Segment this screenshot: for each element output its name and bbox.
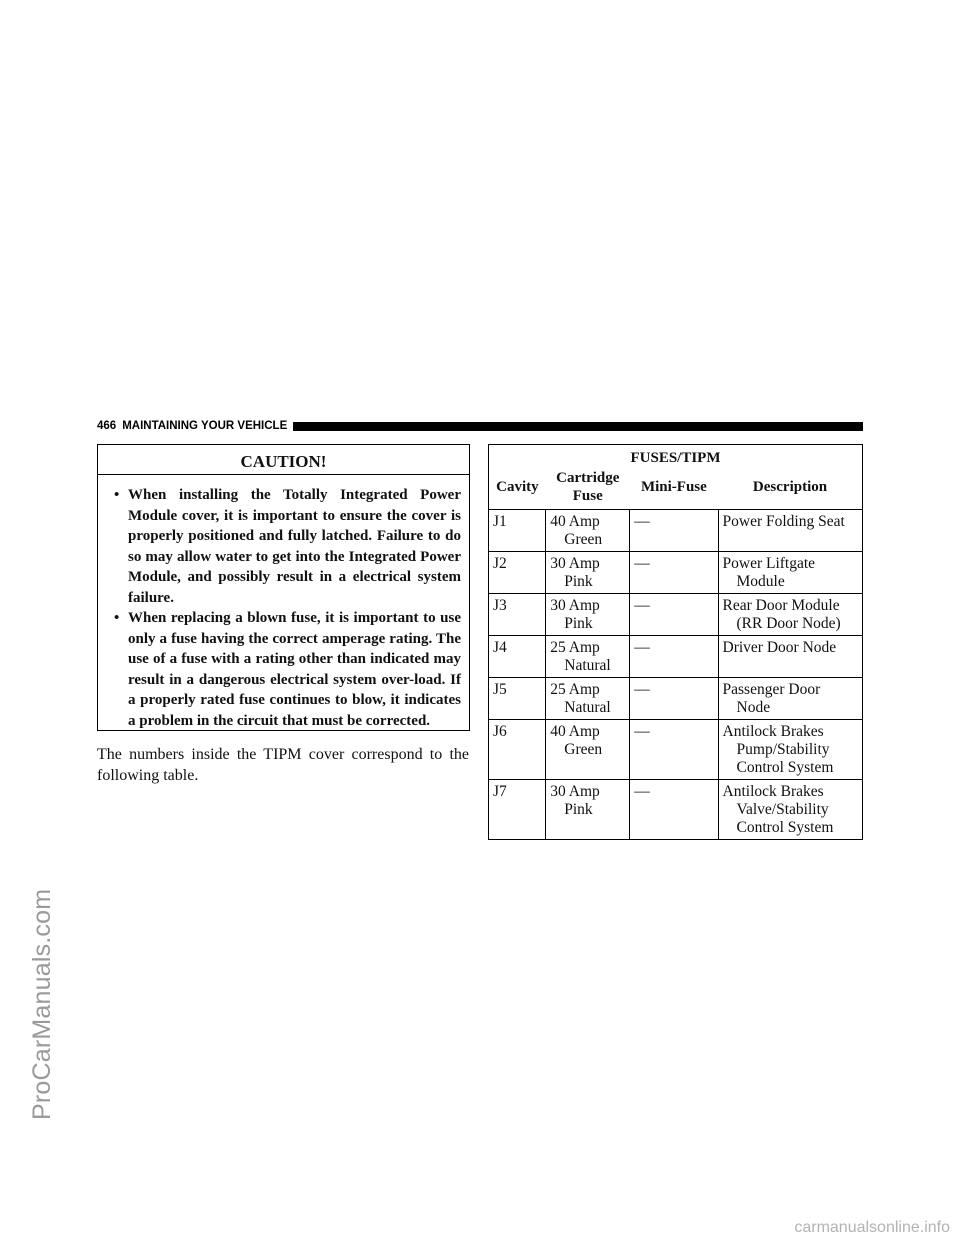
description-line2: Valve/Stability — [736, 801, 829, 818]
cartridge-color: Natural — [564, 657, 611, 674]
description-line1: Driver Door Node — [722, 639, 837, 656]
section-title: MAINTAINING YOUR VEHICLE — [122, 420, 288, 432]
mini-fuse-cell: — — [630, 780, 718, 840]
description-line1: Antilock Brakes — [722, 783, 824, 800]
cartridge-color: Natural — [564, 699, 611, 716]
body-paragraph: The numbers inside the TIPM cover correspond to the following table. — [97, 746, 469, 784]
description-cell — [718, 552, 862, 594]
mini-fuse-cell: — — [630, 552, 718, 594]
cartridge-cell — [546, 552, 630, 594]
description-line3: Control System — [736, 759, 834, 776]
description-cell — [718, 678, 862, 720]
table-row — [489, 552, 863, 594]
description-line1: Rear Door Module — [722, 597, 840, 614]
cartridge-amp: 25 Amp — [550, 681, 600, 698]
cavity-cell: J4 — [489, 636, 546, 678]
caution-title: CAUTION! — [98, 445, 469, 475]
cartridge-amp: 40 Amp — [550, 723, 600, 740]
fuse-table — [488, 444, 863, 840]
mini-fuse-cell: — — [630, 636, 718, 678]
cavity-cell: J7 — [489, 780, 546, 840]
cartridge-cell — [546, 720, 630, 780]
description-line2: Module — [736, 573, 785, 590]
header-cartridge-line2: Fuse — [572, 488, 603, 504]
header-cartridge-line1: Cartridge — [556, 470, 620, 486]
bullet-icon: • — [114, 610, 120, 626]
cartridge-cell — [546, 780, 630, 840]
description-line1: Power Liftgate — [722, 555, 816, 572]
mini-fuse-cell: — — [630, 678, 718, 720]
caution-item — [108, 485, 461, 608]
cavity-cell: J6 — [489, 720, 546, 780]
cartridge-color: Green — [564, 741, 603, 758]
caution-box — [97, 444, 470, 731]
cartridge-amp: 30 Amp — [550, 597, 600, 614]
description-cell — [718, 720, 862, 780]
description-line2: (RR Door Node) — [736, 615, 841, 632]
cartridge-color: Pink — [564, 573, 593, 590]
cartridge-cell — [546, 678, 630, 720]
description-cell — [718, 510, 862, 552]
description-cell — [718, 636, 862, 678]
table-title: FUSES/TIPM — [488, 444, 863, 469]
table-row — [489, 720, 863, 780]
caution-item-text: When installing the Totally Integrated Power Module cover, it is important to ensure the cover is properly positioned and fully latched. Failure to do so may allow water to get into the Integrated Power Module, and possibly result in a electrical system failure. — [128, 487, 461, 606]
description-cell — [718, 780, 862, 840]
bottom-watermark: carmanualsonline.info — [794, 1219, 950, 1236]
caution-item-text: When replacing a blown fuse, it is important to use only a fuse having the correct amperage rating. The use of a fuse with a rating other than indicated may result in a dangerous electrical system over-load. If a properly rated fuse continues to blow, it indicates a problem in the circuit that must be corrected. — [128, 610, 461, 729]
header-cartridge — [546, 469, 630, 510]
cartridge-color: Pink — [564, 801, 593, 818]
cartridge-color: Pink — [564, 615, 593, 632]
cartridge-cell — [546, 636, 630, 678]
table-row — [489, 594, 863, 636]
cavity-cell: J5 — [489, 678, 546, 720]
cartridge-color: Green — [564, 531, 603, 548]
description-line2: Node — [736, 699, 771, 716]
description-line1: Power Folding Seat — [722, 513, 845, 530]
cartridge-amp: 25 Amp — [550, 639, 600, 656]
table-row — [489, 678, 863, 720]
header-description: Description — [718, 469, 862, 510]
description-line3: Control System — [736, 819, 834, 836]
cartridge-cell — [546, 594, 630, 636]
cartridge-amp: 30 Amp — [550, 783, 600, 800]
mini-fuse-cell: — — [630, 510, 718, 552]
cavity-cell: J1 — [489, 510, 546, 552]
cartridge-cell — [546, 510, 630, 552]
table-header-row — [489, 469, 863, 510]
table-row — [489, 636, 863, 678]
mini-fuse-cell: — — [630, 594, 718, 636]
cartridge-amp: 40 Amp — [550, 513, 600, 530]
header-mini-fuse: Mini-Fuse — [630, 469, 718, 510]
bullet-icon: • — [114, 487, 120, 503]
page-number: 466 — [97, 420, 117, 432]
header-rule — [293, 422, 863, 431]
table-row — [489, 510, 863, 552]
mini-fuse-cell: — — [630, 720, 718, 780]
caution-list — [98, 475, 469, 731]
header-cavity: Cavity — [489, 469, 546, 510]
description-cell — [718, 594, 862, 636]
page-header — [97, 419, 863, 433]
description-line1: Antilock Brakes — [722, 723, 824, 740]
side-watermark: ProCarManuals.com — [28, 888, 56, 1120]
description-line1: Passenger Door — [722, 681, 821, 698]
table-body — [489, 510, 863, 840]
cavity-cell: J2 — [489, 552, 546, 594]
caution-item — [108, 608, 461, 731]
description-line2: Pump/Stability — [736, 741, 830, 758]
cartridge-amp: 30 Amp — [550, 555, 600, 572]
table-row — [489, 780, 863, 840]
cavity-cell: J3 — [489, 594, 546, 636]
